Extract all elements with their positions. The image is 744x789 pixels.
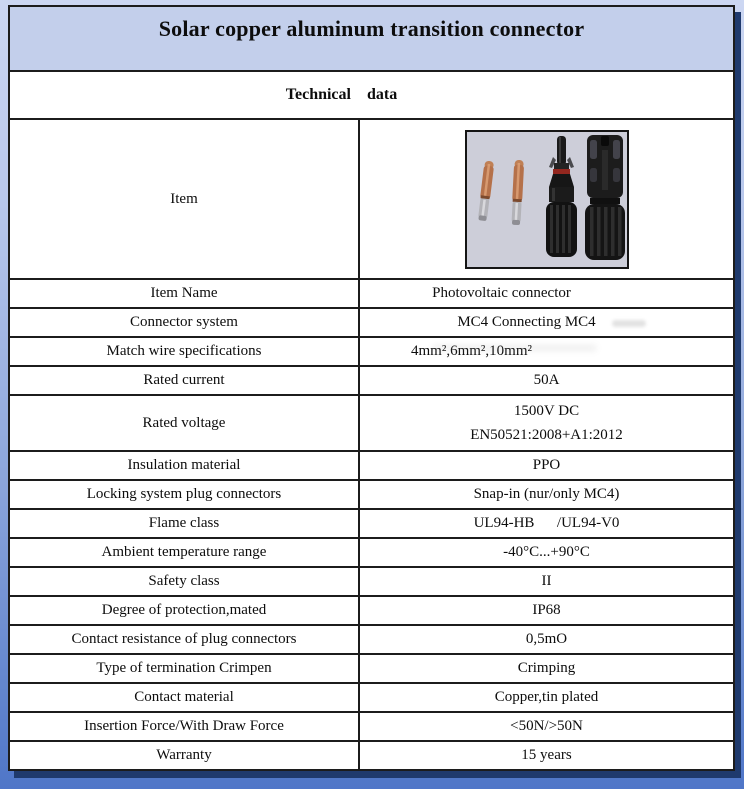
spec-value-text: MC4 Connecting MC4 (457, 314, 596, 330)
spec-value (360, 597, 733, 624)
spec-value-text: 0,5mO (525, 631, 568, 647)
spec-value (360, 655, 733, 682)
product-photo-cell (360, 120, 733, 278)
spec-value-text: <50N/>50N (510, 718, 583, 734)
spec-label: Rated voltage (10, 396, 358, 450)
spec-value (360, 338, 733, 365)
spec-label: Connector system (10, 309, 358, 336)
spec-label: Ambient temperature range (10, 539, 358, 566)
spec-label: Warranty (10, 742, 358, 769)
spec-label: Insulation material (10, 452, 358, 479)
spec-value-text: II (541, 573, 552, 589)
spec-label: Type of termination Crimpen (10, 655, 358, 682)
spec-value-text: -40°C...+90°C (503, 544, 590, 560)
spec-value (360, 684, 733, 711)
spec-label: Contact material (10, 684, 358, 711)
spec-value-text: 15 years (521, 747, 572, 763)
spec-value-text: UL94-HB /UL94-V0 (473, 515, 620, 531)
spec-value-line1: 1500V DC (513, 402, 580, 419)
spec-value (360, 568, 733, 595)
spec-value-text: Snap-in (nur/only MC4) (473, 486, 620, 502)
product-photo (465, 130, 629, 269)
spec-value (360, 713, 733, 740)
technical-data-heading (10, 72, 733, 118)
spec-value (360, 280, 733, 307)
spec-value (360, 396, 733, 450)
spec-value (360, 626, 733, 653)
spec-label: Safety class (10, 568, 358, 595)
spec-value (360, 309, 733, 336)
spec-value-text: Photovoltaic connector (432, 285, 571, 301)
spec-label: Match wire specifications (10, 338, 358, 365)
spec-value-text: Crimping (517, 660, 576, 676)
mc4-female-connector-illustration (585, 135, 625, 260)
spec-value (360, 452, 733, 479)
spec-value-text: Copper,tin plated (494, 689, 599, 705)
spec-label: Locking system plug connectors (10, 481, 358, 508)
document-title: Solar copper aluminum transition connector (10, 7, 733, 70)
spec-label: Rated current (10, 367, 358, 394)
spec-value (360, 367, 733, 394)
item-label: Item (10, 120, 358, 278)
spec-label: Flame class (10, 510, 358, 537)
spec-value (360, 510, 733, 537)
spec-label: Item Name (10, 280, 358, 307)
spec-value-text: PPO (532, 457, 561, 473)
spec-value-text: IP68 (532, 602, 561, 618)
spec-label: Insertion Force/With Draw Force (10, 713, 358, 740)
spec-value (360, 481, 733, 508)
spec-value (360, 742, 733, 769)
spec-value-line2: EN50521:2008+A1:2012 (470, 426, 623, 443)
spec-value-text: 50A (533, 372, 560, 388)
spec-value (360, 539, 733, 566)
technical-data-heading-text: Technical data (285, 86, 398, 103)
spec-label: Degree of protection,mated (10, 597, 358, 624)
spec-label: Contact resistance of plug connectors (10, 626, 358, 653)
spec-value-text: 4mm²,6mm²,10mm² (411, 343, 532, 359)
spec-table (8, 5, 735, 771)
